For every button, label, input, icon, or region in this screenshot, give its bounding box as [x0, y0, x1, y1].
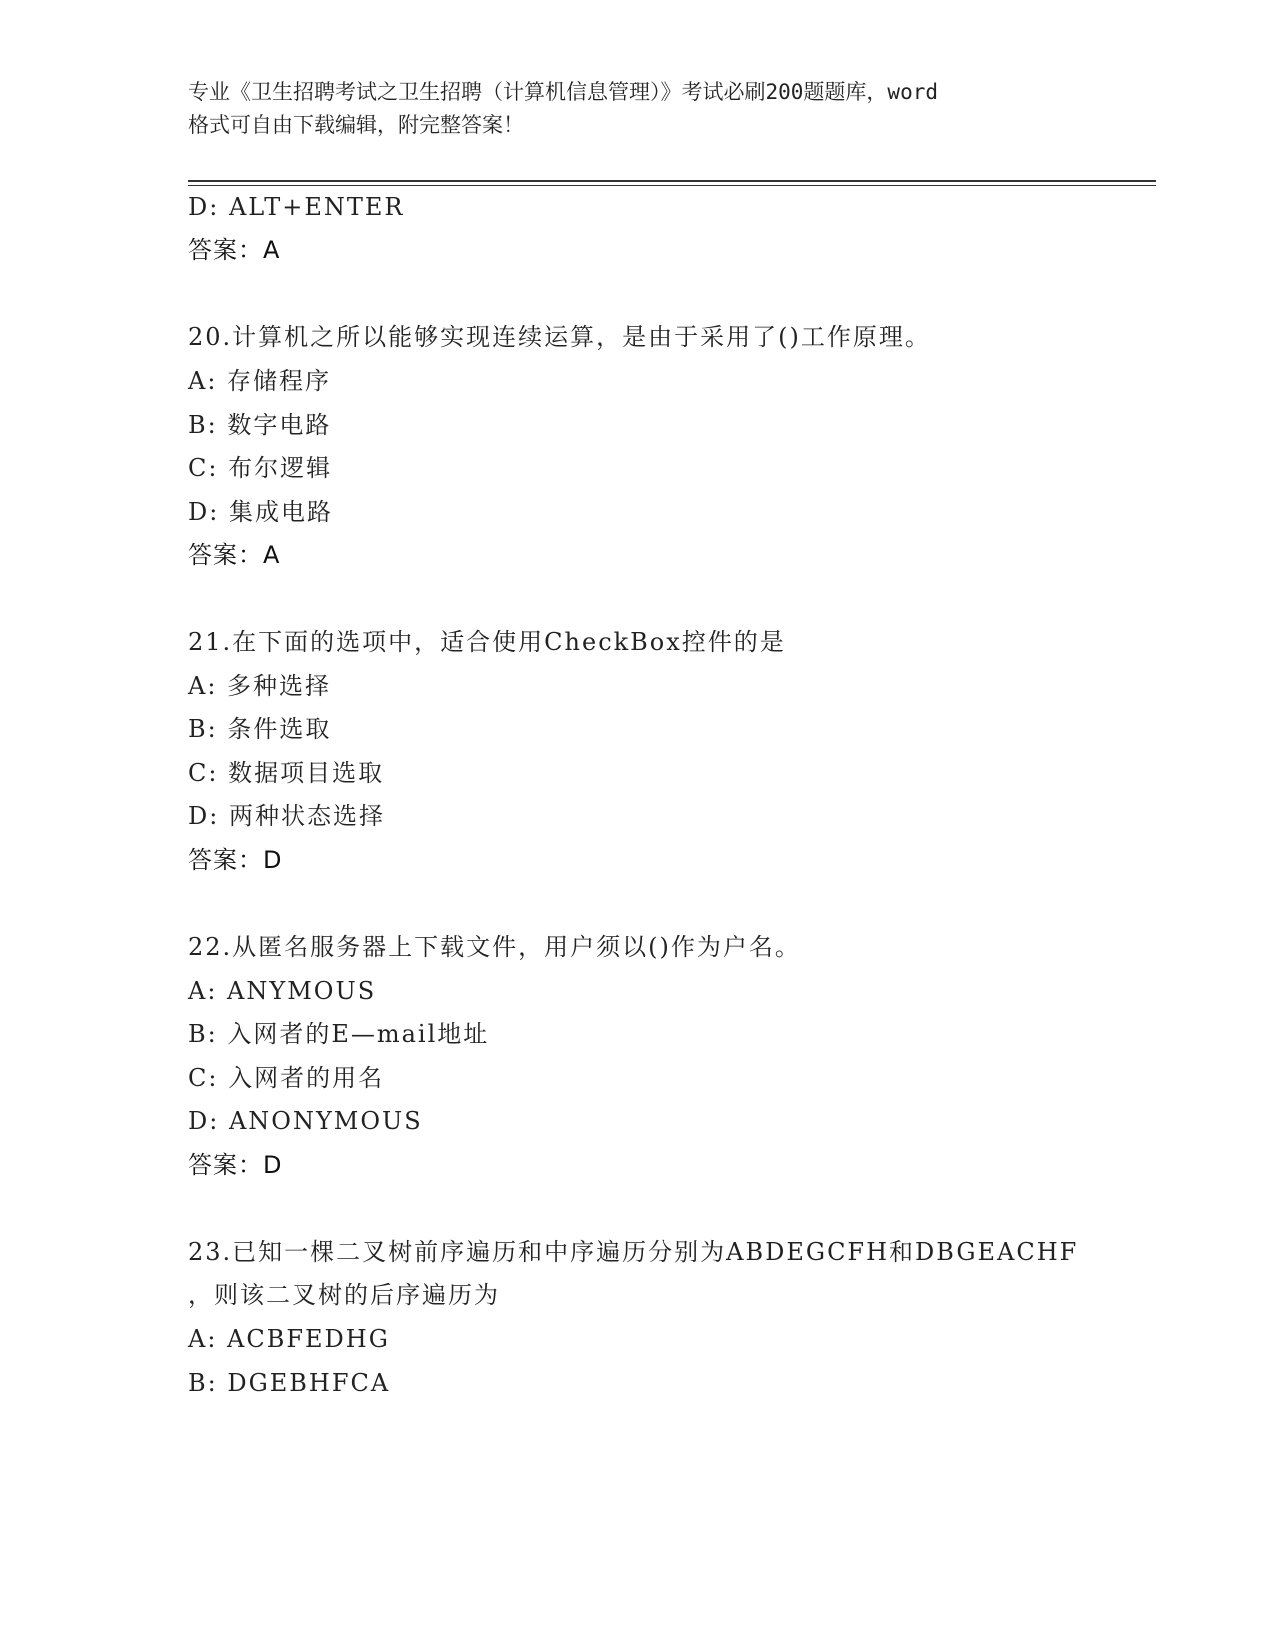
header-divider-thick: [188, 180, 1156, 182]
header-divider-thin: [188, 185, 1156, 186]
q23-stem-line-1: 23.已知一棵二叉树前序遍历和中序遍历分别为ABDEGCFH和DBGEACHF: [188, 1238, 1079, 1266]
q23-option-a: A: ACBFEDHG: [188, 1325, 390, 1353]
q20-answer: 答案：A: [188, 541, 281, 569]
q20-stem: 20.计算机之所以能够实现连续运算，是由于采用了()工作原理。: [188, 323, 931, 351]
q22-option-c: C: 入网者的用名: [188, 1064, 385, 1092]
q21-stem: 21.在下面的选项中，适合使用CheckBox控件的是: [188, 628, 786, 656]
q20-option-d: D: 集成电路: [188, 498, 333, 526]
q22-option-b: B: 入网者的E—mail地址: [188, 1020, 490, 1048]
q20-option-c: C: 布尔逻辑: [188, 454, 333, 482]
header-title-line-1: 专业《卫生招聘考试之卫生招聘（计算机信息管理）》考试必刷200题题库，word: [188, 80, 938, 104]
q23-option-b: B: DGEBHFCA: [188, 1369, 391, 1397]
q19-option-d: D: ALT+ENTER: [188, 193, 405, 221]
q20-option-a: A: 存储程序: [188, 367, 332, 395]
q22-answer: 答案：D: [188, 1151, 283, 1179]
q22-stem: 22.从匿名服务器上下载文件，用户须以()作为户名。: [188, 933, 801, 961]
q21-option-c: C: 数据项目选取: [188, 759, 385, 787]
q19-answer: 答案：A: [188, 236, 281, 264]
q23-stem-line-2: ，则该二叉树的后序遍历为: [188, 1281, 500, 1309]
q21-answer: 答案：D: [188, 846, 283, 874]
q21-option-d: D: 两种状态选择: [188, 802, 385, 830]
document-header: [188, 76, 1088, 142]
q22-option-a: A: ANYMOUS: [188, 977, 377, 1005]
q21-option-a: A: 多种选择: [188, 672, 332, 700]
header-title-line-2: 格式可自由下载编辑，附完整答案！: [188, 113, 524, 137]
q22-option-d: D: ANONYMOUS: [188, 1107, 423, 1135]
q21-option-b: B: 条件选取: [188, 715, 332, 743]
q20-option-b: B: 数字电路: [188, 411, 332, 439]
